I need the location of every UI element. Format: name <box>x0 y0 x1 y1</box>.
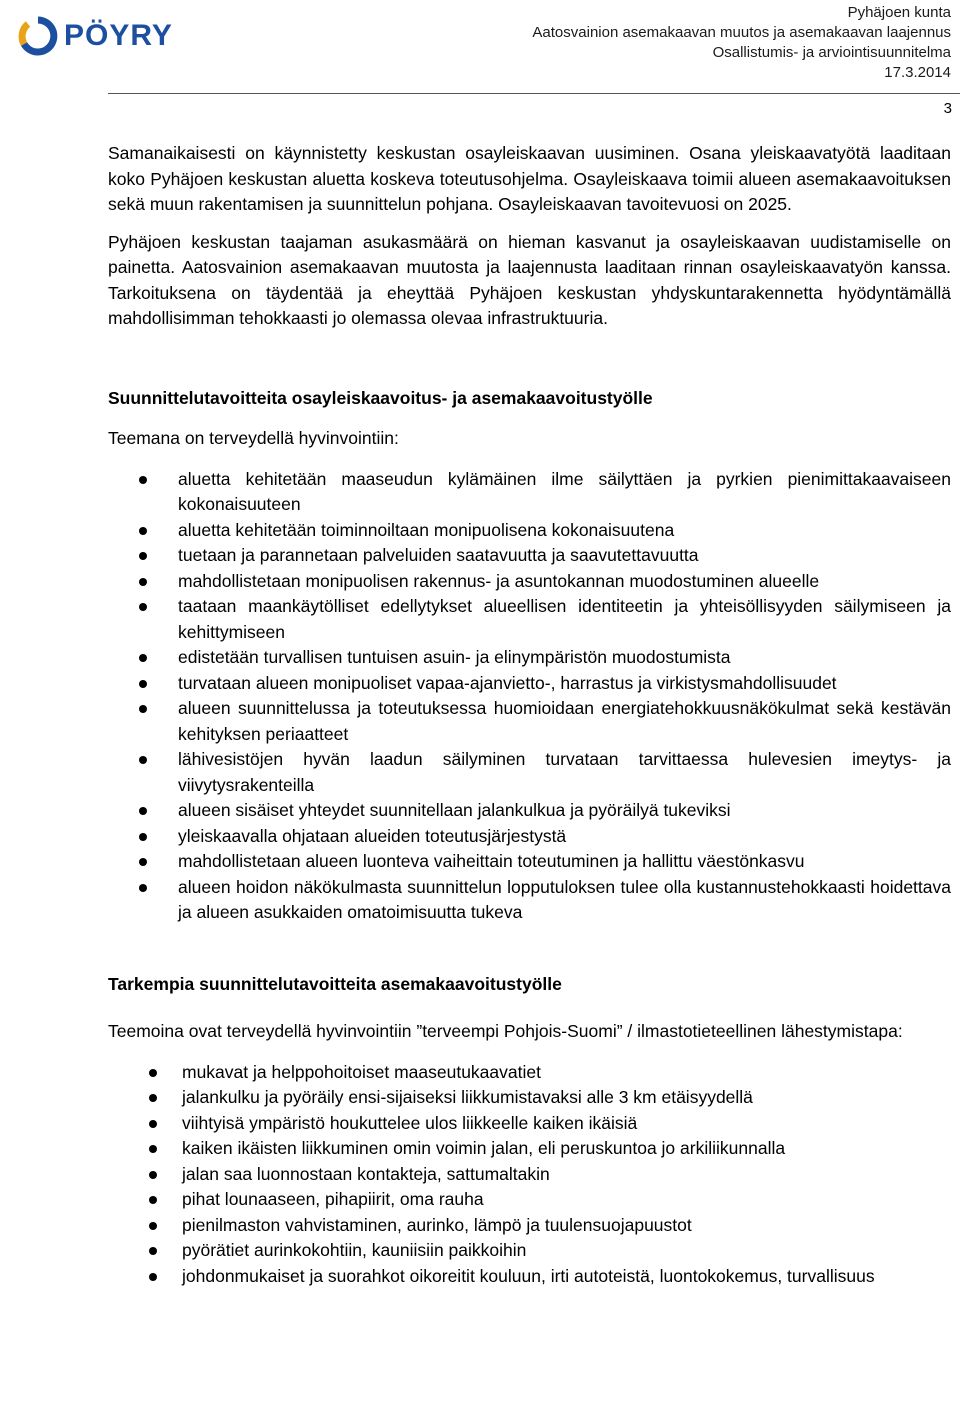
list-item: pienilmaston vahvistaminen, aurinko, lämpö ja tuulensuojapuustot <box>108 1213 951 1239</box>
list-item: mukavat ja helppohoitoiset maaseutukaavatiet <box>108 1060 951 1086</box>
section1-intro: Teemana on terveydellä hyvinvointiin: <box>108 428 399 448</box>
header-municipality: Pyhäjoen kunta <box>847 4 951 21</box>
list-item: aluetta kehitetään maaseudun kylämäinen ilme säilyttäen ja pyrkien pienimittakaavaiseen kokonaisuuteen <box>108 467 951 518</box>
list-item: jalankulku ja pyöräily ensi-sijaiseksi liikkumistavaksi alle 3 km etäisyydellä <box>108 1085 951 1111</box>
list-item: viihtyisä ympäristö houkuttelee ulos liikkeelle kaiken ikäisiä <box>108 1111 951 1137</box>
header-info <box>532 3 951 83</box>
paragraph-1: Samanaikaisesti on käynnistetty keskustan osayleiskaavan uusiminen. Osana yleiskaavatyötä laaditaan koko Pyhäjoen keskustan aluetta koskeva toteutusohjelma. Osayleiskaava toimii alueen asemakaavoituksen sekä muun rakentamisen ja suunnittelun pohjana. Osayleiskaavan tavoitevuosi on 2025. <box>108 143 951 214</box>
list-item: turvataan alueen monipuoliset vapaa-ajanvietto-, harrastus ja virkistysmahdollisuudet <box>108 671 951 697</box>
section2-heading: Tarkempia suunnittelutavoitteita asemakaavoitustyölle <box>108 973 562 994</box>
list-item: mahdollistetaan monipuolisen rakennus- ja asuntokannan muodostuminen alueelle <box>108 569 951 595</box>
section2-intro: Teemoina ovat terveydellä hyvinvointiin ”terveempi Pohjois-Suomi” / ilmastotieteellinen lähestymistapa: <box>108 1021 903 1041</box>
page-number: 3 <box>943 100 952 117</box>
poyry-logo-icon <box>18 16 58 56</box>
list-item: johdonmukaiset ja suorahkot oikoreitit kouluun, irti autoteistä, luontokokemus, turvallisuus <box>108 1264 951 1290</box>
document-body <box>108 141 951 1289</box>
header-date: 17.3.2014 <box>884 64 951 81</box>
list-item: aluetta kehitetään toiminnoiltaan monipuolisena kokonaisuutena <box>108 518 951 544</box>
list-item: kaiken ikäisten liikkuminen omin voimin jalan, eli peruskuntoa jo arkiliikunnalla <box>108 1136 951 1162</box>
list-item: alueen suunnittelussa ja toteutuksessa huomioidaan energiatehokkuusnäkökulmat sekä kestävän kehityksen periaatteet <box>108 696 951 747</box>
list-item: edistetään turvallisen tuntuisen asuin- ja elinympäristön muodostumista <box>108 645 951 671</box>
section2-list <box>108 1060 951 1290</box>
section1-heading: Suunnittelutavoitteita osayleiskaavoitus- ja asemakaavoitustyölle <box>108 387 653 408</box>
paragraph-2: Pyhäjoen keskustan taajaman asukasmäärä on hieman kasvanut ja osayleiskaavan uudistamiselle on painetta. Aatosvainion asemakaavan muutosta ja laajennusta laaditaan rinnan osayleiskaavatyön kanssa. Tarkoituksena on täydentää ja eheyttää Pyhäjoen keskustan yhdyskuntarakennetta hyödyntämällä mahdollisimman tehokkaasti jo olemassa olevaa infrastruktuuria. <box>108 231 951 328</box>
header-rule <box>108 93 960 94</box>
list-item: pyörätiet aurinkokohtiin, kauniisiin paikkoihin <box>108 1238 951 1264</box>
list-item: tuetaan ja parannetaan palveluiden saatavuutta ja saavutettavuutta <box>108 543 951 569</box>
list-item: alueen hoidon näkökulmasta suunnittelun lopputuloksen tulee olla kustannustehokkaasti hoidettava ja alueen asukkaiden omatoimisuutta tukeva <box>108 875 951 926</box>
list-item: yleiskaavalla ohjataan alueiden toteutusjärjestystä <box>108 824 951 850</box>
list-item: pihat lounaaseen, pihapiirit, oma rauha <box>108 1187 951 1213</box>
list-item: jalan saa luonnostaan kontakteja, sattumaltakin <box>108 1162 951 1188</box>
logo-text: PÖYRY <box>64 19 173 52</box>
section1-list <box>108 467 951 926</box>
page-header <box>0 0 960 100</box>
header-project: Aatosvainion asemakaavan muutos ja asemakaavan laajennus <box>532 24 951 41</box>
list-item: alueen sisäiset yhteydet suunnitellaan jalankulkua ja pyöräilyä tukeviksi <box>108 798 951 824</box>
list-item: taataan maankäytölliset edellytykset alueellisen identiteetin ja yhteisöllisyyden säilymiseen ja kehittymiseen <box>108 594 951 645</box>
poyry-logo <box>18 16 173 56</box>
list-item: mahdollistetaan alueen luonteva vaiheittain toteutuminen ja hallittu väestönkasvu <box>108 849 951 875</box>
list-item: lähivesistöjen hyvän laadun säilyminen turvataan tarvittaessa hulevesien imeytys- ja viivytysrakenteilla <box>108 747 951 798</box>
header-document: Osallistumis- ja arviointisuunnitelma <box>712 44 951 61</box>
